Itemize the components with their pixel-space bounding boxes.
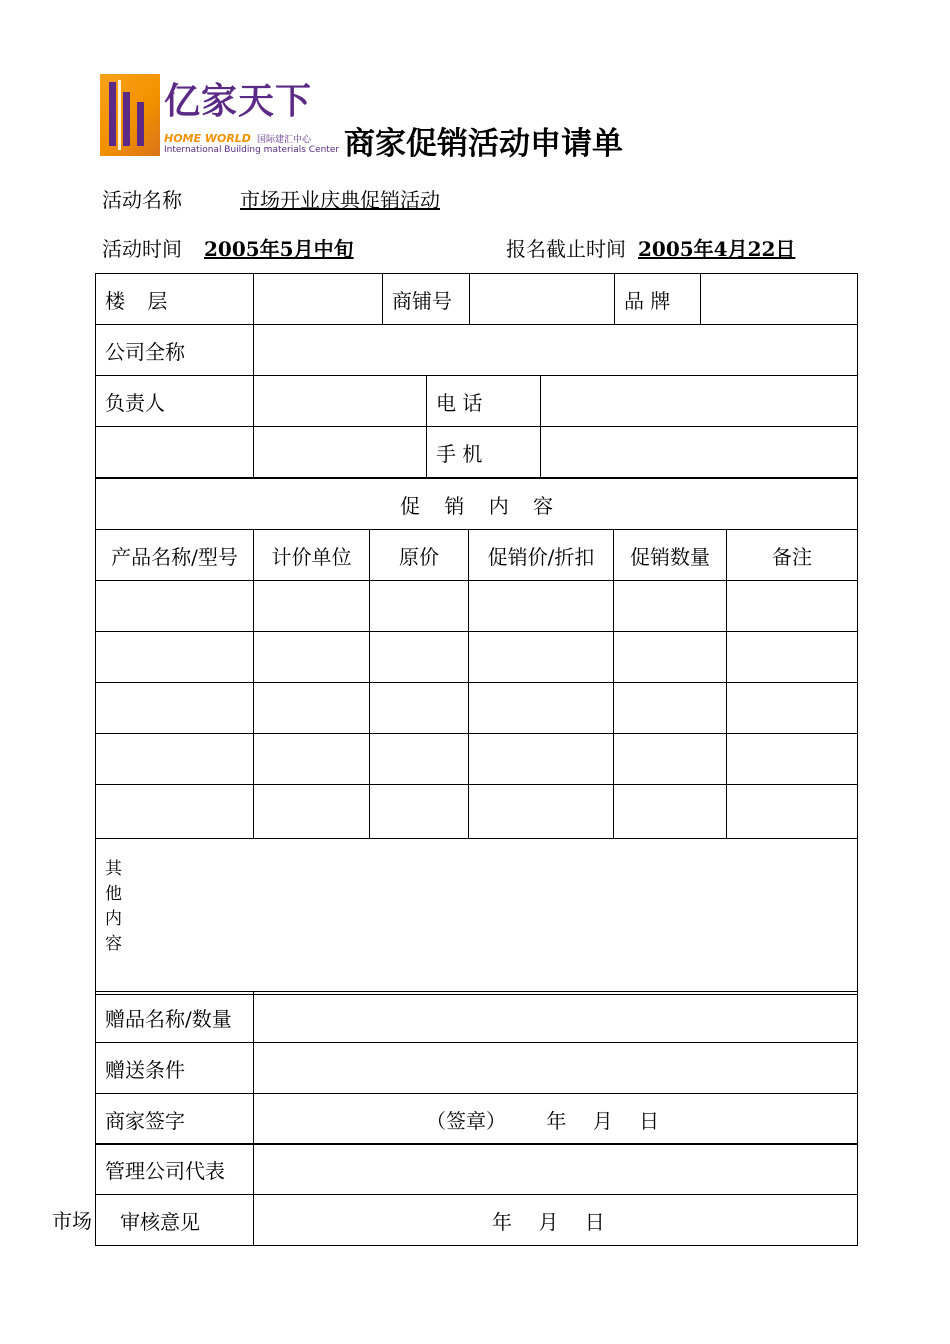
promotion-columns-row — [96, 530, 858, 581]
sign-date: 年 月 日 — [546, 1108, 660, 1133]
logo-brand-line: HOME WORLD 国际建汇中心 — [164, 132, 311, 145]
company-label: 公司全称 — [96, 325, 254, 376]
page-title: 商家促销活动申请单 — [344, 126, 623, 162]
table-row — [96, 734, 858, 785]
col-remarks: 备注 — [727, 530, 858, 581]
phone-field[interactable] — [541, 376, 858, 427]
activity-time-row: 活动时间 2005年5月中旬 — [102, 236, 358, 262]
review-label: 审核意见 — [96, 1195, 254, 1246]
company-logo — [100, 74, 340, 156]
activity-name-value: 市场开业庆典促销活动 — [240, 188, 440, 212]
activity-name-row: 活动名称 市场开业庆典促销活动 — [102, 187, 508, 213]
contact-blank — [96, 427, 254, 478]
shop-no-field[interactable] — [470, 274, 615, 325]
merchant-sign-label: 商家签字 — [96, 1094, 254, 1145]
col-original-price: 原价 — [370, 530, 469, 581]
logo-emblem — [100, 74, 160, 156]
gift-condition-label: 赠送条件 — [96, 1043, 254, 1094]
table-row — [96, 581, 858, 632]
gift-condition-field[interactable] — [254, 1043, 858, 1094]
contact-field-2[interactable] — [254, 427, 427, 478]
mgmt-rep-field[interactable] — [254, 1144, 858, 1195]
col-promo-qty: 促销数量 — [614, 530, 727, 581]
review-field[interactable] — [254, 1195, 858, 1246]
table-row — [96, 683, 858, 734]
col-product: 产品名称/型号 — [96, 530, 254, 581]
mobile-label: 手 机 — [427, 427, 541, 478]
logo-chinese-name: 亿家天下 — [164, 81, 313, 122]
mobile-field[interactable] — [541, 427, 858, 478]
company-field[interactable] — [254, 325, 858, 376]
gift-name-label: 赠品名称/数量 — [96, 992, 254, 1043]
merchant-info-table — [95, 273, 858, 376]
review-date: 年 月 日 — [492, 1209, 605, 1234]
col-unit: 计价单位 — [254, 530, 370, 581]
mgmt-rep-label: 管理公司代表 — [96, 1144, 254, 1195]
table-row — [96, 785, 858, 839]
promotion-header: 促 销 内 容 — [96, 479, 858, 530]
deadline-value: 2005年4月22日 — [638, 237, 796, 261]
brand-field[interactable] — [701, 274, 858, 325]
brand-label: 品 牌 — [615, 274, 701, 325]
other-content-label: 其他内容 — [105, 859, 122, 954]
review-prefix: 市场 — [52, 1209, 92, 1233]
shop-no-label: 商铺号 — [383, 274, 470, 325]
other-content-field[interactable] — [96, 839, 858, 995]
stamp-text: （签章） — [426, 1108, 506, 1133]
gift-name-field[interactable] — [254, 992, 858, 1043]
phone-label: 电 话 — [427, 376, 541, 427]
contact-table — [95, 375, 858, 478]
floor-field[interactable] — [254, 274, 383, 325]
deadline-row: 报名截止时间 2005年4月22日 — [506, 237, 796, 261]
merchant-sign-field[interactable] — [254, 1094, 858, 1145]
activity-time-value: 2005年5月中旬 — [204, 237, 354, 261]
col-promo-price: 促销价/折扣 — [469, 530, 614, 581]
contact-field[interactable] — [254, 376, 427, 427]
gift-sign-table — [95, 991, 858, 1145]
logo-subtitle: International Building materials Center — [164, 145, 340, 155]
table-row — [96, 632, 858, 683]
floor-label: 楼 层 — [96, 274, 254, 325]
promotion-table — [95, 478, 858, 995]
contact-label: 负责人 — [96, 376, 254, 427]
review-table — [95, 1143, 858, 1246]
